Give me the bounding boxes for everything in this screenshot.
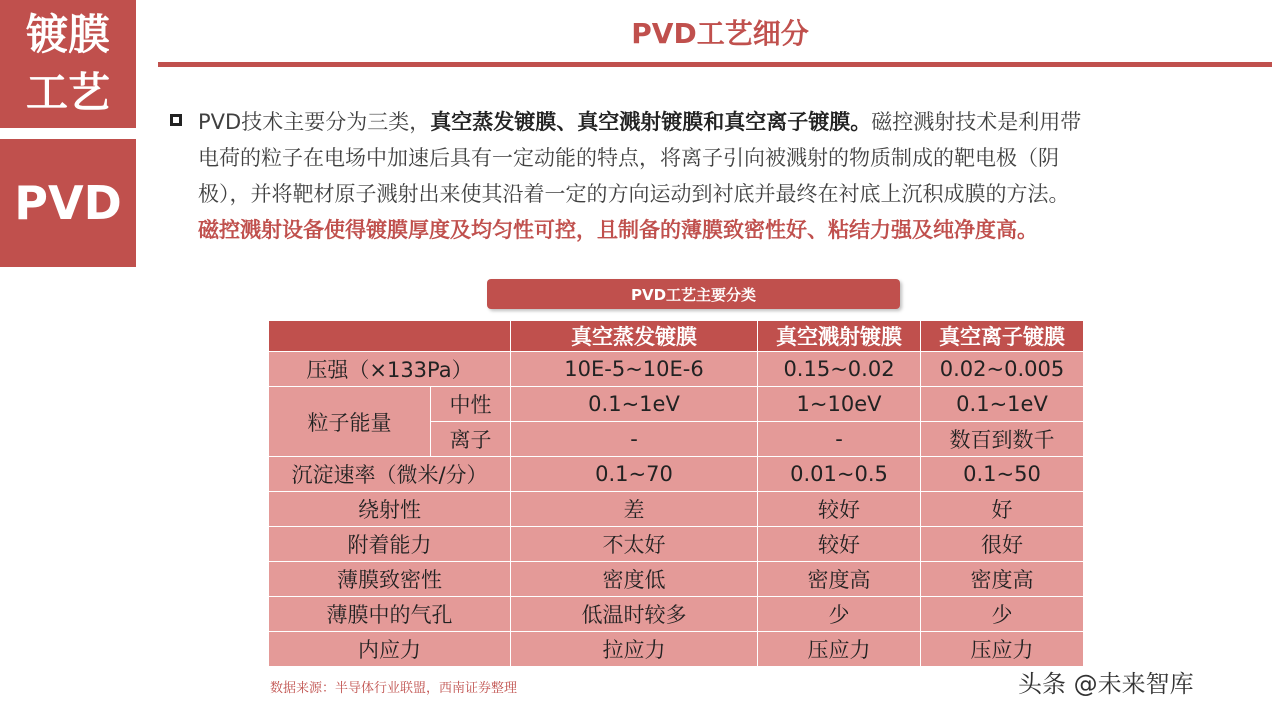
- table-row: [269, 352, 1084, 387]
- table-row: [269, 597, 1084, 632]
- table-cell: 密度低: [511, 562, 758, 597]
- intro-line-1-text: PVD技术主要分为三类，: [198, 110, 431, 134]
- intro-emphasis-types: 真空蒸发镀膜、真空溅射镀膜和真空离子镀膜。: [430, 110, 872, 134]
- pvd-classification-table: [268, 320, 1084, 667]
- table-cell: 10E-5~10E-6: [511, 352, 758, 387]
- sub-label-neutral: 中性: [431, 387, 511, 422]
- intro-paragraph: [170, 104, 1220, 248]
- table-cell: 0.1~1eV: [511, 387, 758, 422]
- row-label-particle-energy: 粒子能量: [269, 387, 431, 457]
- table-row: [269, 562, 1084, 597]
- table-row: [269, 527, 1084, 562]
- table-cell: 压应力: [921, 632, 1084, 667]
- table-cell: 少: [921, 597, 1084, 632]
- row-label-internal-stress: 内应力: [269, 632, 511, 667]
- square-bullet-icon: [170, 114, 182, 126]
- table-cell: -: [511, 422, 758, 457]
- table-cell: 数百到数千: [921, 422, 1084, 457]
- table-cell: 密度高: [758, 562, 921, 597]
- sub-label-ion: 离子: [431, 422, 511, 457]
- section-label-coating: [0, 0, 136, 128]
- table-cell: 少: [758, 597, 921, 632]
- table-row: [269, 492, 1084, 527]
- header-ion-plating: 真空离子镀膜: [921, 321, 1084, 352]
- row-label-density: 薄膜致密性: [269, 562, 511, 597]
- table-cell: 较好: [758, 492, 921, 527]
- table-row: [269, 457, 1084, 492]
- table-cell: 0.02~0.005: [921, 352, 1084, 387]
- table-cell: 0.15~0.02: [758, 352, 921, 387]
- title-divider: [158, 62, 1272, 67]
- intro-emphasis-conclusion: 磁控溅射设备使得镀膜厚度及均匀性可控，且制备的薄膜致密性好、粘结力强及纯净度高。: [198, 218, 1038, 242]
- header-cell-empty: [269, 321, 511, 352]
- intro-line-2: 电荷的粒子在电场中加速后具有一定动能的特点，将离子引向被溅射的物质制成的靶电极（阴: [198, 146, 1059, 170]
- section-label-line2: 工艺: [25, 68, 110, 117]
- table-row: [269, 632, 1084, 667]
- table-cell: 很好: [921, 527, 1084, 562]
- table-cell: 拉应力: [511, 632, 758, 667]
- header-sputtering: 真空溅射镀膜: [758, 321, 921, 352]
- table-cell: 低温时较多: [511, 597, 758, 632]
- table-cell: 好: [921, 492, 1084, 527]
- watermark: 头条 @未来智库: [1018, 670, 1194, 698]
- row-label-diffraction: 绕射性: [269, 492, 511, 527]
- table-cell: 较好: [758, 527, 921, 562]
- section-label-pvd: PVD: [0, 139, 136, 267]
- row-label-deposition-rate: 沉淀速率（微米/分）: [269, 457, 511, 492]
- intro-line-1: [170, 104, 1220, 140]
- table-header-row: [269, 321, 1084, 352]
- intro-line-3: 极），并将靶材原子溅射出来使其沿着一定的方向运动到衬底并最终在衬底上沉积成膜的方法。: [198, 182, 1070, 206]
- intro-line-1-tail: 磁控溅射技术是利用带: [871, 110, 1082, 134]
- table-cell: 差: [511, 492, 758, 527]
- data-source-note: 数据来源：半导体行业联盟，西南证券整理: [270, 681, 518, 696]
- table-row: [269, 387, 1084, 422]
- table-cell: -: [758, 422, 921, 457]
- table-cell: 密度高: [921, 562, 1084, 597]
- row-label-adhesion: 附着能力: [269, 527, 511, 562]
- row-label-pressure: 压强（×133Pa）: [269, 352, 511, 387]
- table-cell: 0.1~50: [921, 457, 1084, 492]
- table-caption: PVD工艺主要分类: [487, 279, 900, 309]
- table-cell: 1~10eV: [758, 387, 921, 422]
- header-evaporation: 真空蒸发镀膜: [511, 321, 758, 352]
- table-cell: 0.1~1eV: [921, 387, 1084, 422]
- row-label-pores: 薄膜中的气孔: [269, 597, 511, 632]
- table-cell: 0.1~70: [511, 457, 758, 492]
- section-label-line1: 镀膜: [25, 10, 110, 59]
- page-title: PVD工艺细分: [631, 17, 809, 50]
- table-cell: 压应力: [758, 632, 921, 667]
- table-cell: 不太好: [511, 527, 758, 562]
- table-cell: 0.01~0.5: [758, 457, 921, 492]
